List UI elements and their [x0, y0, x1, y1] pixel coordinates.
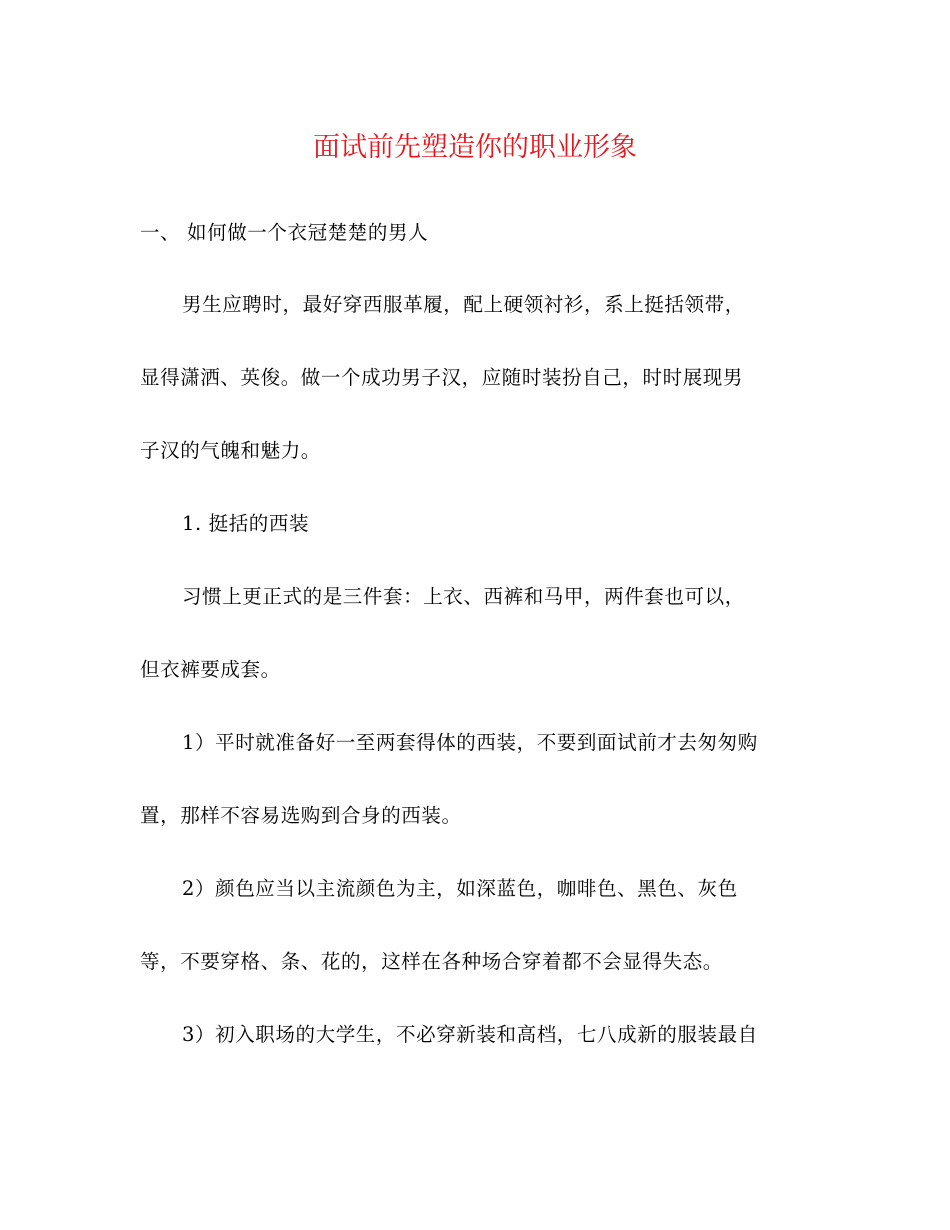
subheading: 1. 挺括的西装 [182, 512, 310, 535]
section-heading: 一、 如何做一个衣冠楚楚的男人 [140, 221, 429, 244]
paragraph-line: 习惯上更正式的是三件套：上衣、西裤和马甲，两件套也可以， [182, 585, 745, 608]
paragraph-line: 但衣裤要成套。 [140, 658, 281, 681]
list-item-line: 1）平时就准备好一至两套得体的西装，不要到面试前才去匆匆购 [182, 731, 758, 754]
paragraph-line: 显得潇洒、英俊。做一个成功男子汉，应随时装扮自己，时时展现男 [140, 366, 744, 389]
list-item-line: 3）初入职场的大学生，不必穿新装和高档，七八成新的服装最自 [182, 1023, 758, 1046]
document-title: 面试前先塑造你的职业形象 [313, 132, 637, 163]
list-item-line: 置，那样不容易选购到合身的西装。 [140, 804, 462, 827]
paragraph-line: 男生应聘时，最好穿西服革履，配上硬领衬衫，系上挺括领带， [182, 293, 745, 316]
paragraph-line: 子汉的气魄和魅力。 [140, 439, 321, 462]
list-item-line: 等，不要穿格、条、花的，这样在各种场合穿着都不会显得失态。 [140, 950, 723, 973]
list-item-line: 2）颜色应当以主流颜色为主，如深蓝色，咖啡色、黑色、灰色 [182, 877, 738, 900]
